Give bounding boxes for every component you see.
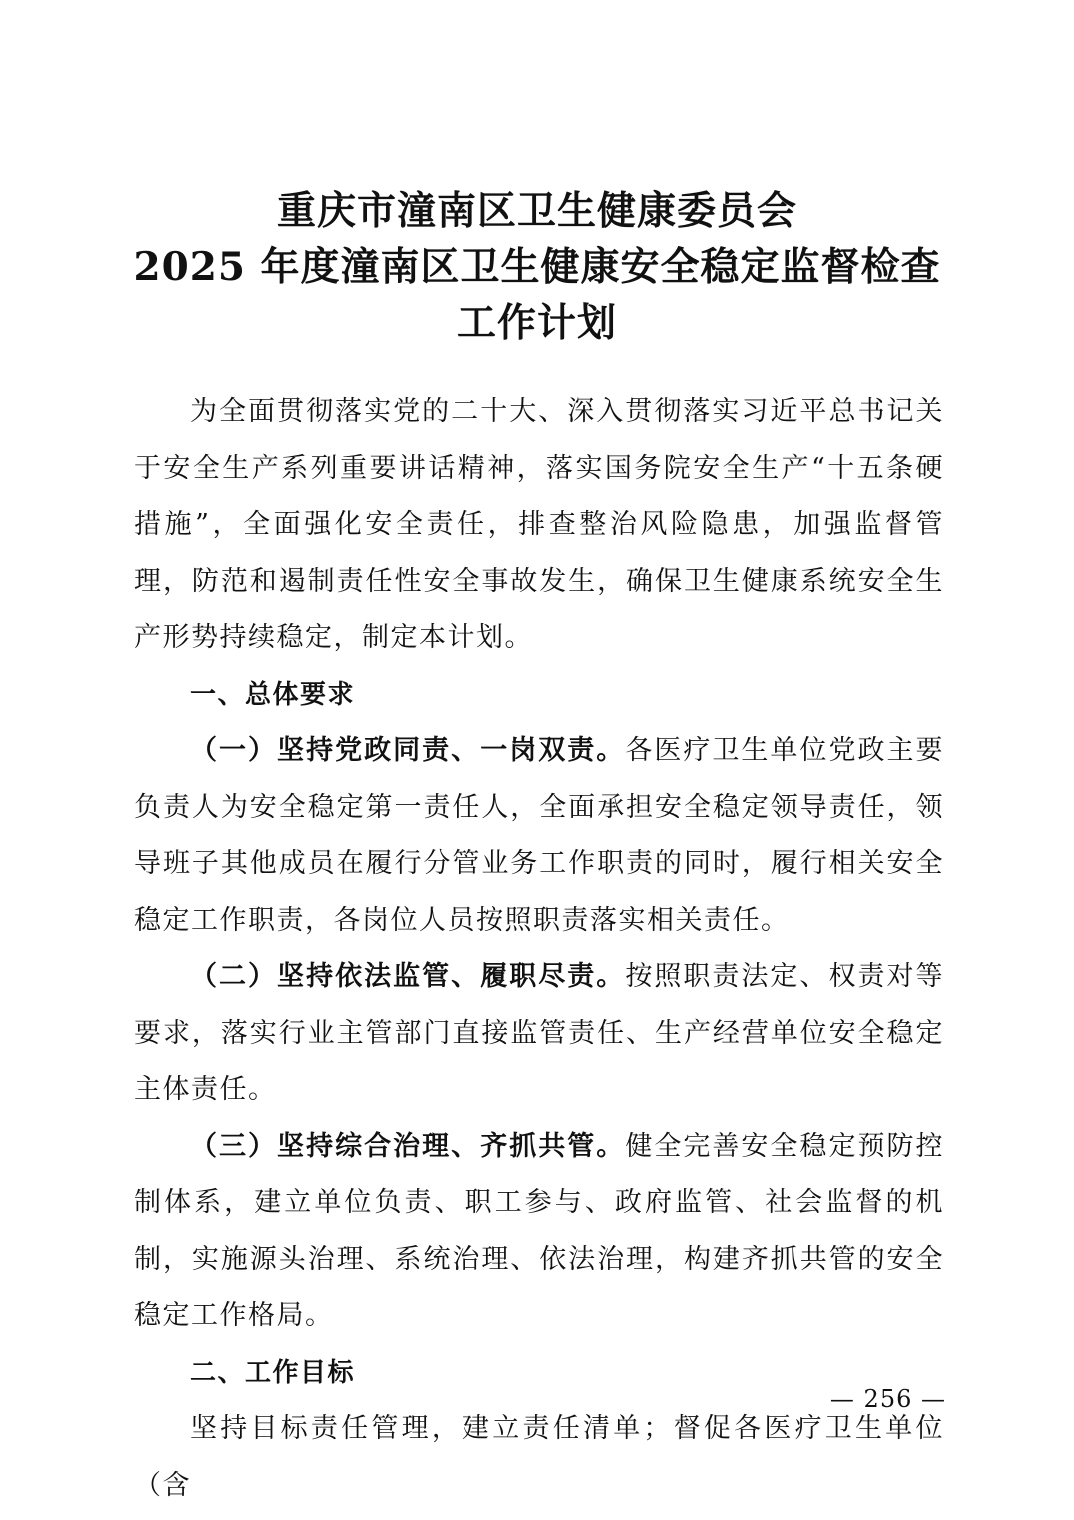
page-number: — 256 — [829,1385,946,1413]
requirement-item-3-text: 健全完善安全稳定预防控制体系，建立单位负责、职工参与、政府监管、社会监督的机制，实施源头治理、系统治理、依法治理，构建齐抓共管的安全稳定工作格局。 [134,1130,945,1331]
requirement-item-2 [134,949,944,1119]
requirement-item-1 [134,723,944,949]
requirement-item-2-text: 按照职责法定、权责对等要求，落实行业主管部门直接监管责任、生产经营单位安全稳定主体责任。 [134,961,945,1105]
title-line-3: 工作计划 [456,300,617,346]
document-title [120,183,954,351]
document-body [134,384,944,1514]
requirement-item-1-lead: （一）坚持党政同责、一岗双责。 [190,735,626,766]
requirement-item-2-lead: （二）坚持依法监管、履职尽责。 [190,961,626,992]
section-heading-general-requirements: 一、总体要求 [190,679,356,710]
title-line-1: 重庆市潼南区卫生健康委员会 [276,188,797,234]
intro-paragraph: 为全面贯彻落实党的二十大、深入贯彻落实习近平总书记关于安全生产系列重要讲话精神，落实国务院安全生产“十五条硬措施”，全面强化安全责任，排查整治风险隐患，加强监督管理，防范和遏制责任性安全事故发生，确保卫生健康系统安全生产形势持续稳定，制定本计划。 [134,396,944,653]
requirement-item-3 [134,1119,944,1345]
title-line-2: 2025 年度潼南区卫生健康安全稳定监督检查 [133,244,941,290]
work-goals-paragraph: 坚持目标责任管理，建立责任清单；督促各医疗卫生单位（含 [134,1413,944,1501]
requirement-item-1-text: 各医疗卫生单位党政主要负责人为安全稳定第一责任人，全面承担安全稳定领导责任，领导班子其他成员在履行分管业务工作职责的同时，履行相关安全稳定工作职责，各岗位人员按照职责落实相关责任。 [134,735,945,936]
requirement-item-3-lead: （三）坚持综合治理、齐抓共管。 [190,1130,626,1162]
section-heading-work-goals: 二、工作目标 [190,1357,356,1388]
